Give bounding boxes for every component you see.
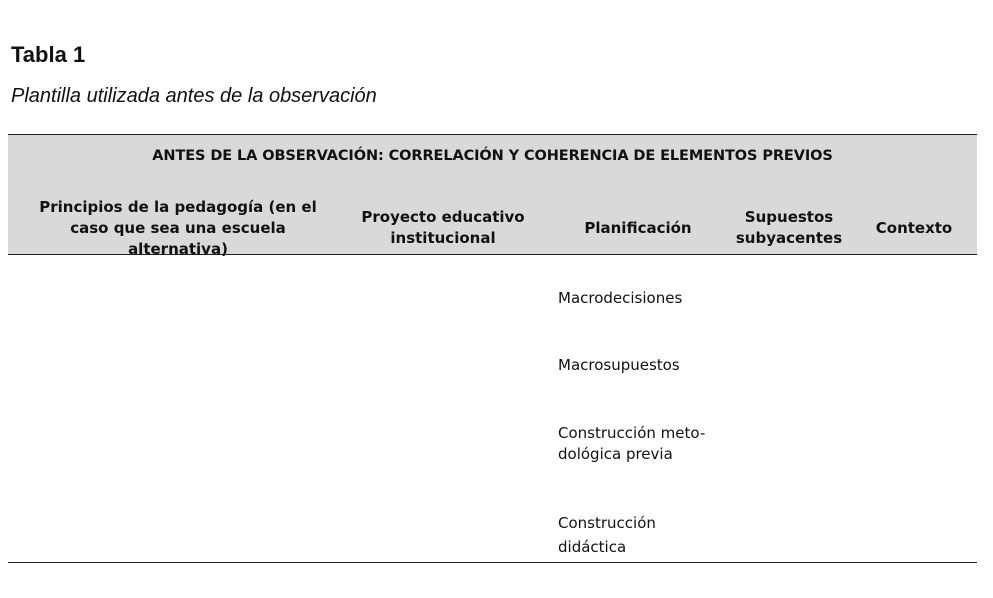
- table-caption-title: Tabla 1: [11, 42, 86, 67]
- column-header-proyecto-educativo: Proyecto educativo institucional: [361, 208, 525, 247]
- table-main-header: ANTES DE LA OBSERVACIÓN: CORRELACIÓN Y COHERENCIA DE ELEMENTOS PREVIOS: [152, 148, 833, 164]
- planificacion-item-construccion-metodologica: Construcción meto-dológica previa: [558, 424, 706, 463]
- planificacion-item-macrodecisiones: Macrodecisiones: [558, 289, 683, 307]
- column-header-planificacion: Planificación: [584, 218, 692, 237]
- column-header-supuestos: Supuestos subyacentes: [735, 208, 843, 247]
- table-bottom-rule: [8, 562, 977, 563]
- column-header-principios: Principios de la pedagogía (en el caso que sea una escuela alternativa): [39, 197, 317, 258]
- table-caption-subtitle: Plantilla utilizada antes de la observación: [11, 85, 377, 107]
- table-header-band: [8, 134, 977, 258]
- planificacion-item-macrosupuestos: Macrosupuestos: [558, 356, 680, 374]
- column-header-contexto: Contexto: [875, 218, 953, 237]
- observation-template-table: [8, 134, 977, 564]
- planificacion-item-construccion-didactica: Construcción didáctica: [558, 514, 656, 556]
